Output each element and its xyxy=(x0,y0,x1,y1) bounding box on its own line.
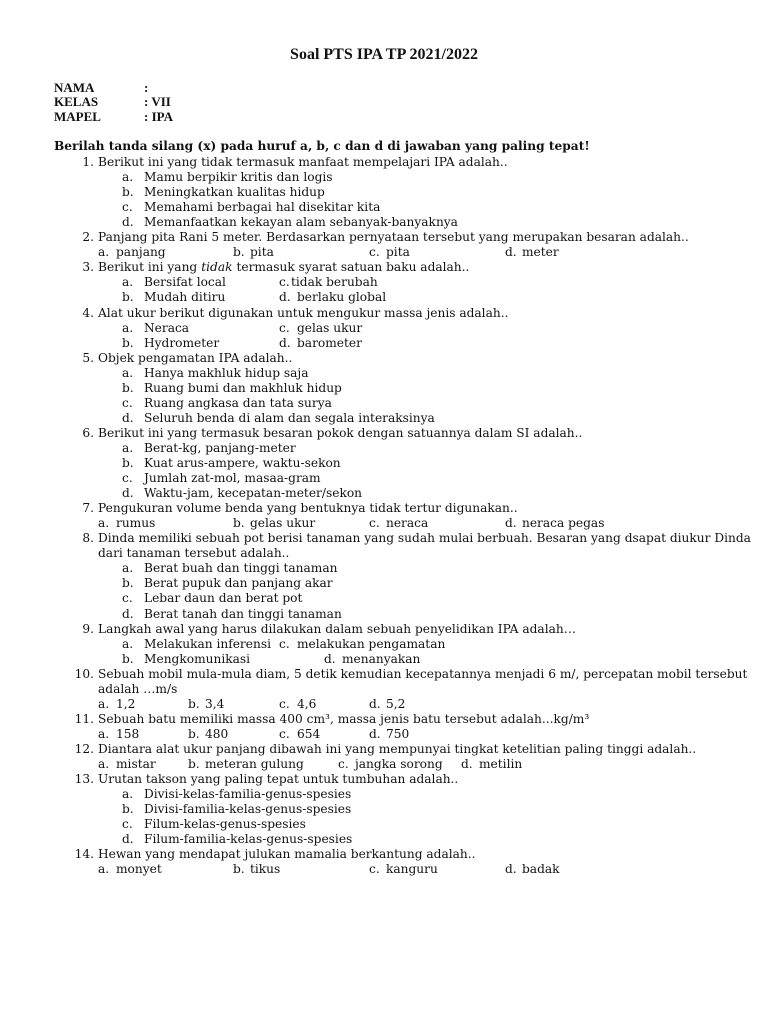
option-letter: c. xyxy=(279,275,290,290)
question-text: Pengukuran volume benda yang bentuknya tidak tertur digunakan.. xyxy=(98,501,518,516)
question-number: 1. xyxy=(82,155,94,169)
option-text: 480 xyxy=(205,726,229,741)
identity-value: : xyxy=(144,80,149,95)
option-letter: b. xyxy=(122,335,134,350)
option-letter: b. xyxy=(233,516,245,531)
instruction: Berilah tanda silang (x) pada huruf a, b, c dan d di jawaban yang paling tepat! xyxy=(54,139,590,153)
option-text: 750 xyxy=(386,726,410,741)
question-text: Urutan takson yang paling tepat untuk tumbuhan adalah.. xyxy=(98,772,459,787)
option-letter: b. xyxy=(122,651,134,666)
option-text: melakukan pengamatan xyxy=(297,636,446,651)
option-letter: d. xyxy=(505,245,517,260)
option-text: Filum-familia-kelas-genus-spesies xyxy=(144,832,353,847)
option-text: 158 xyxy=(116,726,140,741)
option-text: Mengkomunikasi xyxy=(144,651,251,666)
option-text: 4,6 xyxy=(297,696,317,711)
question-number: 6. xyxy=(82,425,94,440)
question-number: 7. xyxy=(82,501,94,516)
option-letter: b. xyxy=(188,696,200,711)
question-number: 11. xyxy=(74,711,94,726)
option-text: panjang xyxy=(116,245,166,260)
option-text: badak xyxy=(522,862,560,877)
identity-value: : VII xyxy=(144,94,171,109)
option-letter: c. xyxy=(122,591,133,606)
option-letter: b. xyxy=(233,245,245,260)
option-letter: d. xyxy=(122,606,134,621)
option-letter: c. xyxy=(122,395,133,410)
option-text: 3,4 xyxy=(205,696,225,711)
option-letter: d. xyxy=(122,410,134,425)
option-letter: b. xyxy=(233,862,245,877)
option-letter: c. xyxy=(369,245,380,260)
identity-label: NAMA xyxy=(54,80,95,95)
option-text: Seluruh benda di alam dan segala interaksinya xyxy=(144,410,435,425)
option-text: metilin xyxy=(479,757,523,771)
option-letter: d. xyxy=(279,290,291,305)
option-letter: a. xyxy=(98,757,110,771)
option-letter: c. xyxy=(279,320,290,335)
question-number: 14. xyxy=(74,847,94,862)
option-letter: d. xyxy=(369,726,381,741)
option-letter: b. xyxy=(122,290,134,305)
question-text: Sebuah mobil mula-mula diam, 5 detik kemudian kecepatannya menjadi 6 m/, percepatan mobil tersebut xyxy=(98,666,748,681)
option-text: Hanya makhluk hidup saja xyxy=(144,365,309,380)
option-letter: a. xyxy=(122,275,134,290)
option-letter: a. xyxy=(122,365,134,380)
option-text: meteran gulung xyxy=(205,757,304,771)
identity-label: KELAS xyxy=(54,94,99,109)
option-text: Berat-kg, panjang-meter xyxy=(144,440,296,455)
option-letter: d. xyxy=(122,215,134,230)
option-text: kanguru xyxy=(386,862,438,877)
question-text: Dinda memiliki sebuah pot berisi tanaman yang sudah mulai berbuah. Besaran yang dsapat diukur Dinda xyxy=(98,531,751,546)
question-text-emphasis: tidak xyxy=(201,260,233,275)
option-text: berlaku global xyxy=(297,290,387,305)
option-letter: a. xyxy=(122,170,134,185)
option-letter: d. xyxy=(279,335,291,350)
option-text: Divisi-familia-kelas-genus-spesies xyxy=(144,802,352,817)
option-letter: a. xyxy=(98,862,110,877)
option-letter: c. xyxy=(122,471,133,486)
option-letter: b. xyxy=(188,726,200,741)
question-number: 4. xyxy=(82,305,94,320)
question-text: termasuk syarat satuan baku adalah.. xyxy=(236,260,470,275)
option-letter: c. xyxy=(369,516,380,531)
option-text: Bersifat local xyxy=(144,275,226,290)
option-letter: a. xyxy=(122,561,134,576)
option-text: 5,2 xyxy=(386,696,406,711)
question-text: dari tanaman tersebut adalah.. xyxy=(98,546,290,561)
option-letter: d. xyxy=(369,696,381,711)
option-text: Jumlah zat-mol, masaa-gram xyxy=(144,471,321,486)
option-text: Divisi-kelas-familia-genus-spesies xyxy=(144,787,352,802)
option-letter: a. xyxy=(122,440,134,455)
option-letter: b. xyxy=(122,802,134,817)
option-text: neraca pegas xyxy=(522,516,605,531)
option-letter: a. xyxy=(98,726,110,741)
option-text: Mamu berpikir kritis dan logis xyxy=(144,170,333,185)
option-text: monyet xyxy=(116,862,162,877)
option-text: Hydrometer xyxy=(144,335,220,350)
option-text: 654 xyxy=(297,726,321,741)
question-text: Berikut ini yang termasuk besaran pokok dengan satuannya dalam SI adalah.. xyxy=(98,425,583,440)
option-text: Berat pupuk dan panjang akar xyxy=(144,576,333,591)
option-text: Ruang angkasa dan tata surya xyxy=(144,395,332,410)
option-text: Berat tanah dan tinggi tanaman xyxy=(144,606,342,621)
option-letter: a. xyxy=(122,787,134,802)
option-letter: b. xyxy=(122,185,134,200)
option-letter: b. xyxy=(122,576,134,591)
option-text: pita xyxy=(386,245,410,260)
option-letter: d. xyxy=(505,862,517,877)
question-number: 5. xyxy=(82,350,94,365)
option-text: meter xyxy=(522,245,559,260)
option-text: Ruang bumi dan makhluk hidup xyxy=(144,380,342,395)
option-text: rumus xyxy=(116,516,156,531)
option-text: Memahami berbagai hal disekitar kita xyxy=(144,200,381,215)
option-text: tikus xyxy=(250,862,281,877)
option-letter: a. xyxy=(98,516,110,531)
question-text: Alat ukur berikut digunakan untuk mengukur massa jenis adalah.. xyxy=(98,305,509,320)
question-number: 2. xyxy=(82,230,94,245)
option-letter: a. xyxy=(122,636,134,651)
question-number: 3. xyxy=(82,260,94,275)
option-letter: a. xyxy=(98,245,110,260)
option-text: pita xyxy=(250,245,274,260)
option-text: gelas ukur xyxy=(250,516,316,531)
option-letter: c. xyxy=(369,862,380,877)
question-text: Sebuah batu memiliki massa 400 cm³, massa jenis batu tersebut adalah...kg/m³ xyxy=(98,711,590,726)
question-text: Diantara alat ukur panjang dibawah ini yang mempunyai tingkat ketelitian paling tinggi adalah.. xyxy=(98,741,697,756)
question-number: 9. xyxy=(82,621,94,636)
option-letter: d. xyxy=(122,832,134,847)
option-letter: c. xyxy=(279,726,290,741)
option-text: Filum-kelas-genus-spesies xyxy=(144,817,306,832)
option-letter: b. xyxy=(122,456,134,470)
question-number: 10. xyxy=(74,666,94,681)
option-text: Meningkatkan kualitas hidup xyxy=(144,185,325,200)
question-text: Panjang pita Rani 5 meter. Berdasarkan pernyataan tersebut yang merupakan besaran adalah.. xyxy=(98,230,689,245)
option-letter: a. xyxy=(98,696,110,711)
option-text: tidak berubah xyxy=(291,275,378,290)
question-text: Objek pengamatan IPA adalah.. xyxy=(98,350,293,365)
option-text: Lebar daun dan berat pot xyxy=(144,591,303,606)
question-text: Langkah awal yang harus dilakukan dalam sebuah penyelidikan IPA adalah… xyxy=(98,621,576,636)
option-text: gelas ukur xyxy=(297,320,363,335)
option-text: barometer xyxy=(297,335,362,350)
question-text: Berikut ini yang xyxy=(98,260,198,275)
option-letter: b. xyxy=(188,757,200,771)
identity-label: MAPEL xyxy=(54,109,101,124)
question-text: Hewan yang mendapat julukan mamalia berkantung adalah.. xyxy=(98,847,476,862)
option-text: Melakukan inferensi xyxy=(144,636,271,651)
option-letter: d. xyxy=(505,516,517,531)
option-text: Waktu-jam, kecepatan-meter/sekon xyxy=(144,486,363,501)
identity-value: : IPA xyxy=(144,109,174,124)
question-number: 8. xyxy=(82,531,94,546)
question-number: 12. xyxy=(74,741,94,756)
option-text: neraca xyxy=(386,516,429,531)
option-letter: d. xyxy=(324,651,336,666)
option-text: 1,2 xyxy=(116,696,136,711)
option-letter: c. xyxy=(122,200,133,215)
question-number: 13. xyxy=(74,772,94,787)
option-text: jangka sorong xyxy=(355,757,443,771)
option-text: menanyakan xyxy=(342,651,421,666)
option-letter: d. xyxy=(122,486,134,501)
option-text: Neraca xyxy=(144,320,190,335)
option-letter: c. xyxy=(338,757,349,771)
option-letter: c. xyxy=(279,696,290,711)
question-text: adalah …m/s xyxy=(98,681,178,696)
document-title: Soal PTS IPA TP 2021/2022 xyxy=(290,46,478,63)
option-text: Berat buah dan tinggi tanaman xyxy=(144,561,338,576)
option-letter: c. xyxy=(122,817,133,832)
option-letter: d. xyxy=(461,757,473,771)
option-letter: b. xyxy=(122,380,134,395)
option-letter: a. xyxy=(122,320,134,335)
option-letter: c. xyxy=(279,636,290,651)
question-text: Berikut ini yang tidak termasuk manfaat mempelajari IPA adalah.. xyxy=(98,155,508,169)
option-text: Memanfaatkan kekayan alam sebanyak-banyaknya xyxy=(144,215,458,230)
option-text: Kuat arus-ampere, waktu-sekon xyxy=(144,456,341,470)
option-text: Mudah ditiru xyxy=(144,290,226,305)
option-text: mistar xyxy=(116,757,156,771)
